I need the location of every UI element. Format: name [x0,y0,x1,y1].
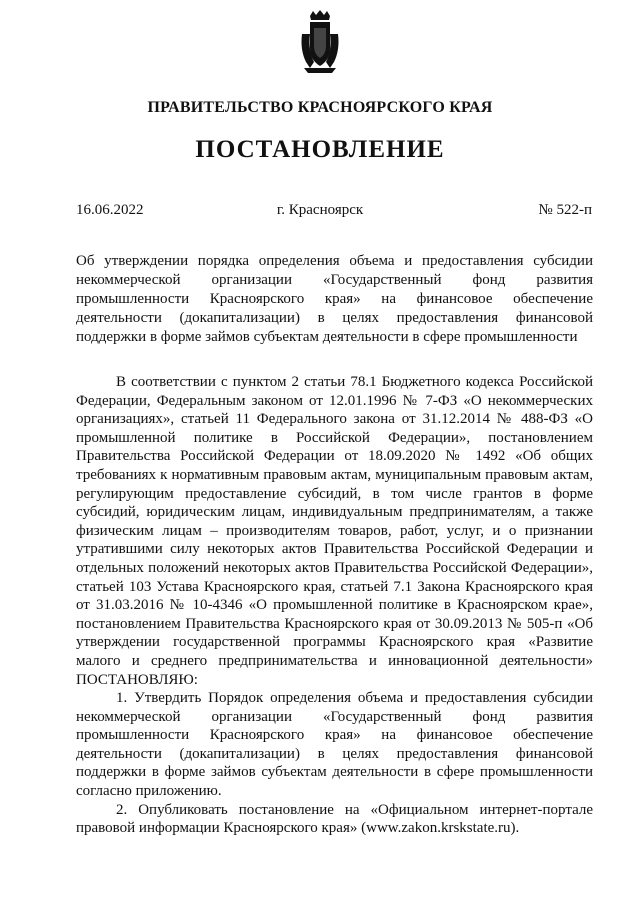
coat-of-arms-icon [298,10,342,74]
item-1-paragraph: 1. Утвердить Порядок определения объема и предоставления субсидии некоммерческой организации «Государственный фонд развития промышленности Красноярского края» на финансовое обеспечение деятельности (докапитализации) в целях предоставления финансовой поддержки в форме займов субъектам деятельности в сфере промышленности согласно приложению. [76,690,593,800]
document-subject: Об утверждении порядка определения объема и предоставления субсидии некоммерческой организации «Государственный фонд развития промышленности Красноярского края» на финансовое обеспечение деятельности (докапитализации) в целях предоставления финансовой поддержки в форме займов субъектам деятельности в сфере промышленности [76,253,593,345]
document-number: № 522-п [538,202,592,218]
preamble-paragraph: В соответствии с пунктом 2 статьи 78.1 Бюджетного кодекса Российской Федерации, Федеральным законом от 12.01.1996 № 7-ФЗ «О некоммерческих организациях», статьей 11 Федерального закона от 31.12.2014 № 488-ФЗ «О промышленной политике в Российской Федерации», постановлением Правительства Российской Федерации от 18.09.2020 № 1492 «Об общих требованиях к нормативным правовым актам, муниципальным правовым актам, регулирующим предоставление субсидий, в том числе грантов в форме субсидий, юридическим лицам, индивидуальным предпринимателям, а также физическим лицам – производителям товаров, работ, услуг, и о признании утратившими силу некоторых актов Правительства Российской Федерации и отдельных положений некоторых актов Правительства Российской Федерации», статьей 103 Устава Красноярского края, статьей 7.1 Закона Красноярского края от 31.03.2016 № 10-4346 «О промышленной политике в Красноярском крае», постановлением Правительства Красноярского края от 30.09.2013 № 505-п «Об утверждении государственной программы Красноярского края «Развитие малого и среднего предпринимательства и инновационной деятельности» ПОСТАНОВЛЯЮ: [76,374,593,688]
document-city: г. Красноярск [276,202,364,218]
item-2-paragraph: 2. Опубликовать постановление на «Официальном интернет-портале правовой информации Красноярского края» (www.zakon.krskstate.ru). [76,801,593,837]
government-title: ПРАВИТЕЛЬСТВО КРАСНОЯРСКОГО КРАЯ [147,99,493,116]
document-body [76,373,593,838]
document-date: 16.06.2022 [76,202,144,218]
document-type: ПОСТАНОВЛЕНИЕ [195,136,445,163]
